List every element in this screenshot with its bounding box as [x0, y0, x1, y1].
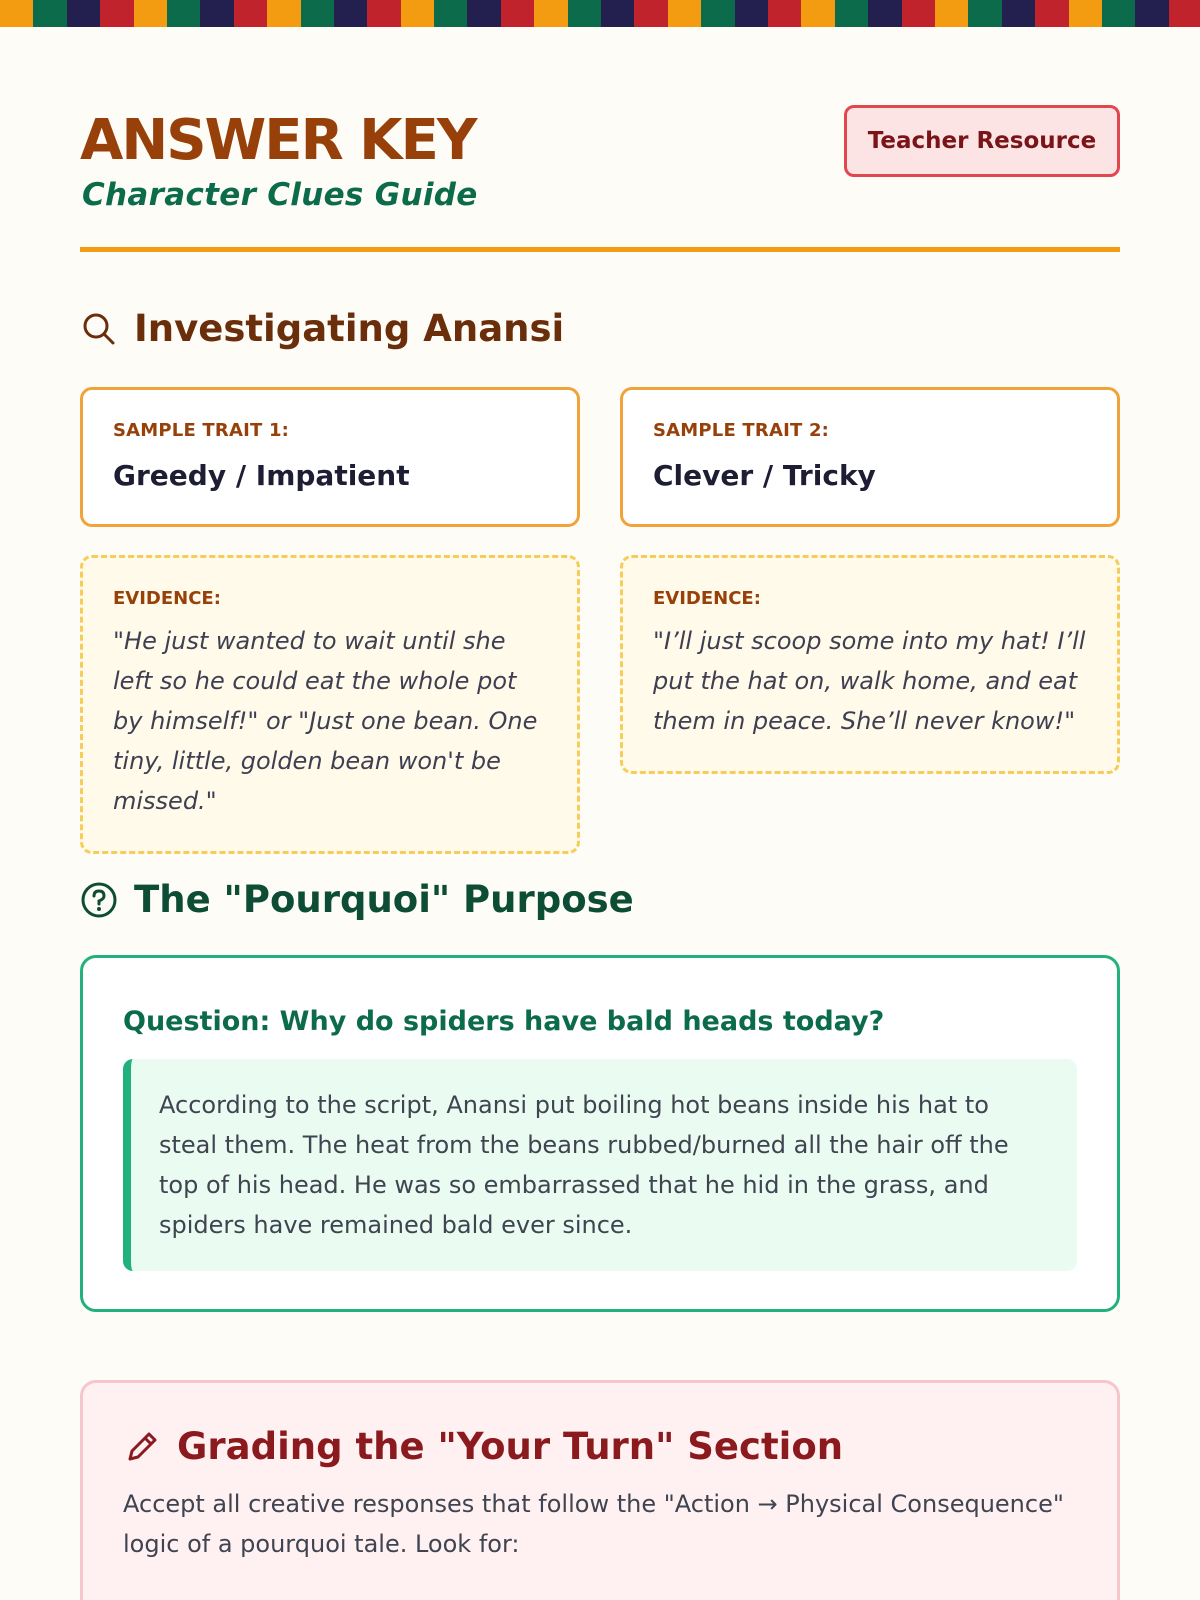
- kente-stripe: [0, 0, 1200, 27]
- stripe-block: [467, 0, 500, 27]
- stripe-block: [267, 0, 300, 27]
- trait-label: SAMPLE TRAIT 1:: [113, 420, 290, 441]
- section-heading-text: Investigating Anansi: [134, 307, 565, 350]
- stripe-block: [601, 0, 634, 27]
- stripe-block: [234, 0, 267, 27]
- stripe-block: [134, 0, 167, 27]
- evidence-card-1: [80, 555, 580, 854]
- grading-heading: [123, 1425, 1077, 1468]
- trait-value: Clever / Tricky: [653, 459, 876, 492]
- stripe-block: [200, 0, 233, 27]
- pencil-icon: [123, 1428, 161, 1466]
- stripe-block: [1002, 0, 1035, 27]
- stripe-block: [1169, 0, 1200, 27]
- stripe-block: [401, 0, 434, 27]
- magnifier-icon: [80, 310, 118, 348]
- question-circle-icon: [80, 881, 118, 919]
- stripe-block: [868, 0, 901, 27]
- stripe-block: [1035, 0, 1068, 27]
- trait-label: SAMPLE TRAIT 2:: [653, 420, 830, 441]
- stripe-block: [167, 0, 200, 27]
- teacher-resource-badge: Teacher Resource: [844, 105, 1120, 177]
- section-heading-pourquoi: [80, 878, 634, 921]
- stripe-block: [0, 0, 33, 27]
- stripe-block: [334, 0, 367, 27]
- pourquoi-question-box: [80, 955, 1120, 1312]
- pourquoi-answer: According to the script, Anansi put boiling hot beans inside his hat to steal them. The heat from the beans rubbed/burned all the hair off the top of his head. He was so embarrassed that he hid in the grass, and spiders have remained bald ever since.: [123, 1059, 1077, 1271]
- stripe-block: [701, 0, 734, 27]
- stripe-block: [902, 0, 935, 27]
- grading-heading-text: Grading the "Your Turn" Section: [177, 1425, 844, 1468]
- stripe-block: [301, 0, 334, 27]
- stripe-block: [1135, 0, 1168, 27]
- stripe-block: [801, 0, 834, 27]
- stripe-block: [568, 0, 601, 27]
- pourquoi-question: Question: Why do spiders have bald heads today?: [123, 1006, 885, 1037]
- stripe-block: [968, 0, 1001, 27]
- section-heading-anansi: [80, 307, 564, 350]
- stripe-block: [434, 0, 467, 27]
- trait-card-2: [620, 387, 1120, 527]
- stripe-block: [935, 0, 968, 27]
- stripe-block: [534, 0, 567, 27]
- page-title: ANSWER KEY: [80, 108, 476, 173]
- trait-card-1: [80, 387, 580, 527]
- trait-value: Greedy / Impatient: [113, 459, 410, 492]
- evidence-quote: "I’ll just scoop some into my hat! I’ll put the hat on, walk home, and eat them in peace. She’ll never know!": [653, 627, 1086, 735]
- stripe-block: [1102, 0, 1135, 27]
- evidence-label: EVIDENCE:: [113, 588, 221, 609]
- stripe-block: [668, 0, 701, 27]
- evidence-card-2: [620, 555, 1120, 774]
- evidence-quote: "He just wanted to wait until she left so he could eat the whole pot by himself!" or "Just one bean. One tiny, little, golden bean won't be missed.": [113, 627, 538, 815]
- stripe-block: [367, 0, 400, 27]
- section-heading-text: The "Pourquoi" Purpose: [134, 878, 634, 921]
- stripe-block: [67, 0, 100, 27]
- stripe-block: [100, 0, 133, 27]
- stripe-block: [501, 0, 534, 27]
- stripe-block: [735, 0, 768, 27]
- stripe-block: [768, 0, 801, 27]
- page-subtitle: Character Clues Guide: [82, 177, 478, 213]
- grading-section: [80, 1380, 1120, 1600]
- stripe-block: [835, 0, 868, 27]
- header-divider: [80, 247, 1120, 252]
- grading-text: Accept all creative responses that follow the "Action → Physical Consequence" logic of a pourquoi tale. Look for:: [123, 1490, 1064, 1558]
- stripe-block: [634, 0, 667, 27]
- stripe-block: [33, 0, 66, 27]
- evidence-label: EVIDENCE:: [653, 588, 761, 609]
- stripe-block: [1069, 0, 1102, 27]
